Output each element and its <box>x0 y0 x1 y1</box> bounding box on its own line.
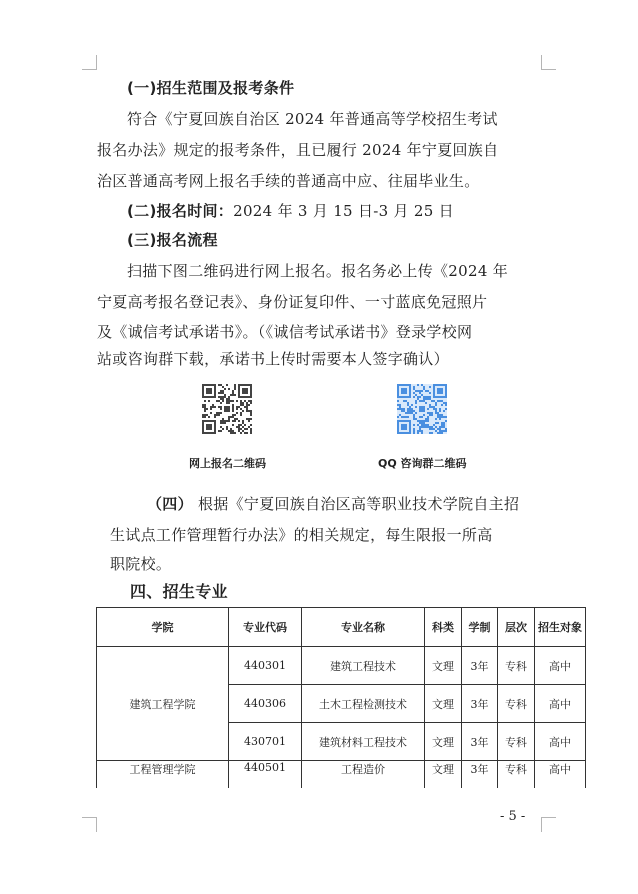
category-cell: 文理 <box>425 685 462 723</box>
header-category: 科类 <box>425 608 462 647</box>
para1-line1: 符合《宁夏回族自治区 2024 年普通高等学校招生考试 <box>127 110 498 128</box>
para3-line2: 宁夏高考报名登记表》、身份证复印件、一寸蓝底免冠照片 <box>97 293 488 311</box>
target-cell: 高中 <box>535 723 586 761</box>
para3-line3: 及《诚信考试承诺书》。（《诚信考试承诺书》登录学校网 <box>97 323 473 341</box>
category-cell: 文理 <box>425 761 462 789</box>
para4-line3: 职院校。 <box>110 555 172 573</box>
table-row <box>97 647 586 685</box>
para4-line1 <box>147 494 597 514</box>
category-cell: 文理 <box>425 647 462 685</box>
crop-mark-top-right <box>541 55 556 70</box>
major-code-cell: 430701 <box>229 723 302 761</box>
majors-table <box>96 607 586 788</box>
major-name-cell: 工程造价 <box>302 761 425 789</box>
para3-line4: 站或咨询群下载，承诺书上传时需要本人签字确认） <box>97 350 449 368</box>
target-cell: 高中 <box>535 761 586 789</box>
major-name-cell: 建筑材料工程技术 <box>302 723 425 761</box>
registration-time-value: 2024 年 3 月 15 日-3 月 25 日 <box>233 202 454 220</box>
major-code-cell: 440501 <box>229 761 302 789</box>
registration-time-label: (二)报名时间： <box>127 202 234 220</box>
duration-cell: 3年 <box>462 723 498 761</box>
level-cell: 专科 <box>498 723 535 761</box>
major-code-cell: 440306 <box>229 685 302 723</box>
para1-line2: 报名办法》规定的报考条件，且已履行 2024 年宁夏回族自 <box>97 141 499 159</box>
header-level: 层次 <box>498 608 535 647</box>
heading-admission-scope: (一)招生范围及报考条件 <box>127 79 295 97</box>
page-number: - 5 - <box>500 809 526 824</box>
header-major-code: 专业代码 <box>229 608 302 647</box>
target-cell: 高中 <box>535 647 586 685</box>
major-name-cell: 建筑工程技术 <box>302 647 425 685</box>
para4-line2: 生试点工作管理暂行办法》的相关规定，每生限报一所高 <box>110 526 493 544</box>
para3-line1: 扫描下图二维码进行网上报名。报名务必上传《2024 年 <box>127 262 509 280</box>
section-heading-majors: 四、招生专业 <box>130 582 228 601</box>
para4-text1: 根据《宁夏回族自治区高等职业技术学院自主招 <box>197 495 520 513</box>
table-row <box>97 761 586 789</box>
qq-group-qr-caption: QQ 咨询群二维码 <box>378 457 467 470</box>
level-cell: 专科 <box>498 761 535 789</box>
para1-line3: 治区普通高考网上报名手续的普通高中应、往届毕业生。 <box>97 172 480 190</box>
level-cell: 专科 <box>498 647 535 685</box>
major-code-cell: 440301 <box>229 647 302 685</box>
registration-time-line <box>127 201 577 221</box>
college-cell: 工程管理学院 <box>97 761 229 789</box>
crop-mark-bottom-right <box>541 817 556 832</box>
header-major-name: 专业名称 <box>302 608 425 647</box>
online-registration-qr-caption: 网上报名二维码 <box>189 457 266 470</box>
major-name-cell: 土木工程检测技术 <box>302 685 425 723</box>
category-cell: 文理 <box>425 723 462 761</box>
qq-group-qr-code <box>397 384 447 434</box>
college-cell: 建筑工程学院 <box>97 647 229 761</box>
online-registration-qr-code <box>202 384 252 434</box>
duration-cell: 3年 <box>462 647 498 685</box>
duration-cell: 3年 <box>462 685 498 723</box>
crop-mark-top-left <box>82 55 97 70</box>
target-cell: 高中 <box>535 685 586 723</box>
header-target: 招生对象 <box>535 608 586 647</box>
header-duration: 学制 <box>462 608 498 647</box>
heading-registration-process: (三)报名流程 <box>127 231 218 249</box>
table-header-row <box>97 608 586 647</box>
para4-label: （四） <box>147 495 193 513</box>
level-cell: 专科 <box>498 685 535 723</box>
duration-cell: 3年 <box>462 761 498 789</box>
crop-mark-bottom-left <box>82 817 97 832</box>
header-college: 学院 <box>97 608 229 647</box>
